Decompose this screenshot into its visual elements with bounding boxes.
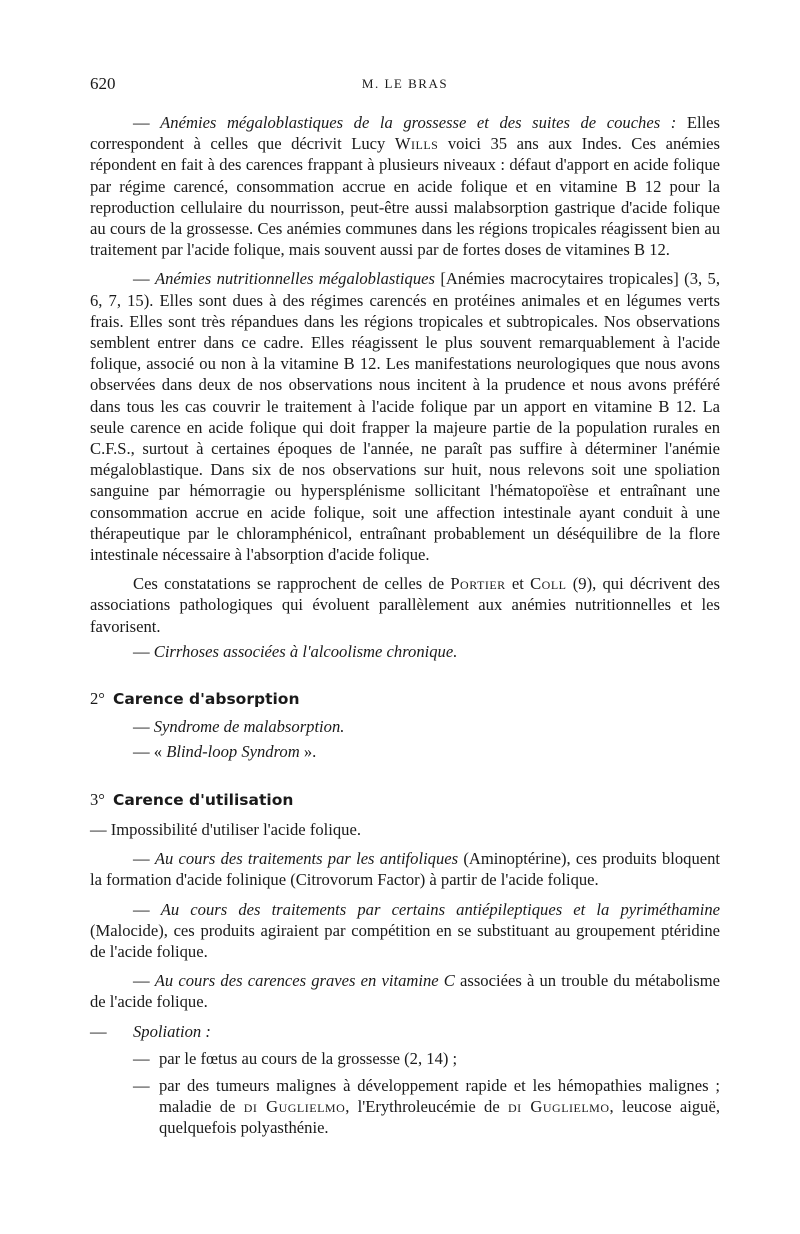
section-heading-utilisation: 3° Carence d'utilisation xyxy=(90,789,294,809)
paragraph-observations: Ces constatations se rapprochent de celles de Portier et Coll (9), qui décrivent des associations pathologiques qui évoluent parallèlement aux anémies nutritionnelles et les favorisent. xyxy=(90,574,720,636)
page-body xyxy=(90,112,720,1139)
paragraph-vitamin-c: — Au cours des carences graves en vitamine C associées à un trouble du métabolisme de l'acide folique. xyxy=(90,971,720,1012)
paragraph-megaloblastic-pregnancy: — Anémies mégaloblastiques de la grossesse et des suites de couches : Elles correspondent à celles que décrivit Lucy Wills voici 35 ans aux Indes. Ces anémies répondent en fait à des carences frappant à plusieurs niveaux : défaut d'apport en acide folique par régime carencé, consommation accrue en acide folique et en vitamine B 12 pour la reproduction cellulaire du nourrisson, peut-être aussi malabsorption gastrique d'acide folique au cours de la grossesse. Ces anémies communes dans les régions tropicales réagissent bien au traitement par l'acide folique, mais souvent aussi par de fortes doses de vitamines B 12. xyxy=(90,113,721,260)
list-item: — par des tumeurs malignes à développement rapide et les hémopathies malignes ; maladie de di Guglielmo, l'Erythroleucémie de di Guglielmo, leucose aiguë, quelquefois polyasthénie. xyxy=(133,1075,720,1138)
author-name: di Guglielmo xyxy=(507,1097,610,1117)
term-pregnancy-anemia: Anémies mégaloblastiques de la grossesse et des suites de couches : xyxy=(160,113,677,132)
author-name: Wills xyxy=(394,134,439,154)
page-header xyxy=(90,74,720,98)
author-name: Portier xyxy=(450,574,506,594)
running-head: M. LE BRAS xyxy=(361,76,449,91)
paragraph-antifolic: — Au cours des traitements par les antifoliques (Aminoptérine), ces produits bloquent la formation d'acide folinique (Citrovorum Factor) à partir de l'acide folique. xyxy=(90,849,721,890)
list-item: — par le fœtus au cours de la grossesse (2, 14) ; xyxy=(133,1048,458,1068)
author-name: di Guglielmo xyxy=(243,1097,346,1117)
paragraph-antiepileptic: — Au cours des traitements par certains antiépileptiques et la pyriméthamine (Malocide), ces produits agiraient par compétition en se substituant au groupement ptéridine de l'acide folique. xyxy=(90,899,720,961)
paragraph-cirrhosis: — Cirrhoses associées à l'alcoolisme chronique. xyxy=(133,641,458,661)
list-item: — « Blind-loop Syndrom ». xyxy=(133,742,317,762)
page-number: 620 xyxy=(90,74,116,93)
term-nutritional-anemia: Anémies nutritionnelles mégaloblastiques xyxy=(155,269,435,289)
spoliation-heading: — Spoliation : xyxy=(90,1021,211,1041)
section-heading-absorption: 2° Carence d'absorption xyxy=(90,689,300,709)
paragraph-impossibility: — Impossibilité d'utiliser l'acide folique. xyxy=(90,819,361,839)
author-name: Coll xyxy=(530,574,567,594)
list-item: — Syndrome de malabsorption. xyxy=(133,717,345,737)
paragraph-nutritional-anemia: — Anémies nutritionnelles mégaloblastiques [Anémies macrocytaires tropicales] (3, 5, 6, 7, 15). Elles sont dues à des régimes carencés en protéines animales et en légumes verts frais. Elles sont très répandues dans les régions tropicales et subtropicales. Nos observations semblent entrer dans ce cadre. Elles réagissent le plus souvent remarquablement à l'acide folique, associé ou non à la vitamine B 12. Les manifestations neurologiques que nous avons observées dans deux de nos observations nous incitent à la prudence et nous avons préféré dans tous les cas couvrir le traitement à l'acide folique par un apport en vitamine B 12. La seule carence en acide folique qui doit frapper la majeure partie de la population rurales en C.F.S., surtout à certaines époques de l'année, ne paraît pas suffire à déterminer l'anémie mégaloblastique. Dans six de nos observations sur huit, nous relevons soit une spoliation sanguine par hémorragie ou hypersplénisme sollicitant l'hématopoïèse et entraînant une consommation accrue en acide folique, soit une affection intestinale ayant conduit à une thérapeutique par le chloramphénicol, entraînant probablement un déséquilibre de la flore intestinale nécessaire à l'absorption d'acide folique. xyxy=(90,269,720,565)
